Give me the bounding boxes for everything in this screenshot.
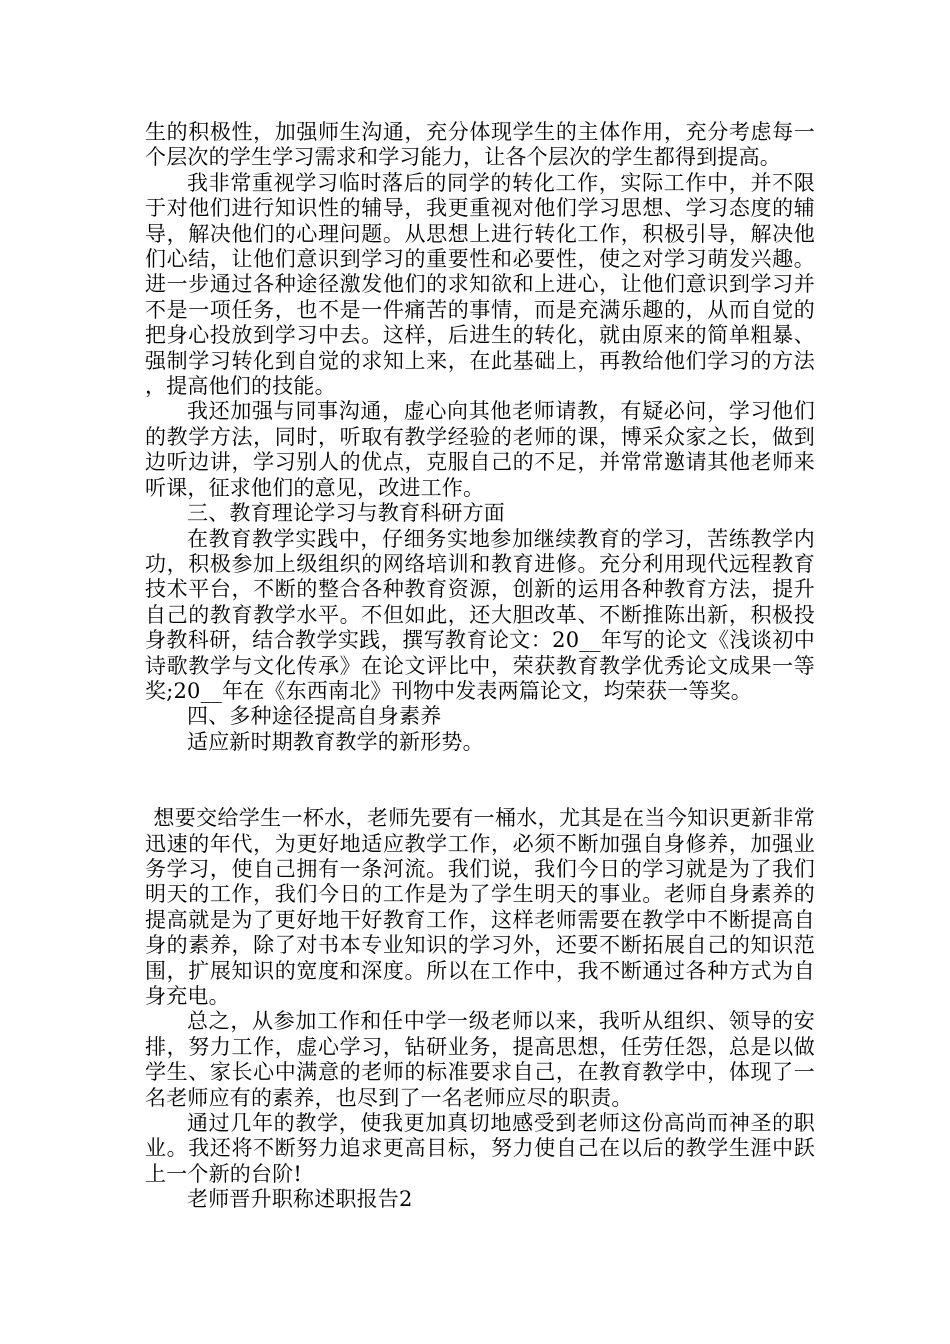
paragraph-closing: 通过几年的教学，使我更加真切地感受到老师这份高尚而神圣的职业。我还将不断努力追求更高目标，努力使自己在以后的教学生涯中跃上一个新的台阶! <box>145 1111 815 1186</box>
section-heading-self-improvement: 四、多种途径提高自身素养 <box>187 704 442 729</box>
paragraph-continuation: 生的积极性，加强师生沟通，充分体现学生的主体作用，充分考虑每一个层次的学生学习需求和学习能力，让各个层次的学生都得到提高。 <box>145 120 815 170</box>
paragraph-education-practice: 在教育教学实践中，仔细务实地参加继续教育的学习，苦练教学内功，积极参加上级组织的网络培训和教育进修。充分利用现代远程教育技术平台，不断的整合各种教育资源，创新的运用各种教育方法，提升自己的教育教学水平。不但如此，还大胆改革、不断推陈出新，积极投身教科研，结合教学实践，撰写教育论文：20__年写的论文《浅谈初中诗歌教学与文化传承》在论文评比中，荣获教育教学优秀论文成果一等奖;20__年在《东西南北》刊物中发表两篇论文，均荣获一等奖。 <box>145 526 815 703</box>
document-body <box>145 120 815 1213</box>
paragraph-conclusion: 总之，从参加工作和任中学一级老师以来，我听从组织、领导的安排，努力工作，虚心学习，钻研业务，提高思想，任劳任怨，总是以做学生、家长心中满意的老师的标准要求自己，在教育教学中，体现了一名老师应有的素养，也尽到了一名老师应尽的职责。 <box>145 1009 815 1110</box>
section-heading-theory-research: 三、教育理论学习与教育科研方面 <box>187 501 505 526</box>
report-title-2: 老师晋升职称述职报告2 <box>187 1187 413 1212</box>
paragraph-colleague-communication: 我还加强与同事沟通，虚心向其他老师请教，有疑必问，学习他们的教学方法，同时，听取有教学经验的老师的课，博采众家之长，做到边听边讲，学习别人的优点，克服自己的不足，并常常邀请其他老师来听课，征求他们的意见，改进工作。 <box>145 399 815 500</box>
paragraph-student-transformation: 我非常重视学习临时落后的同学的转化工作，实际工作中，并不限于对他们进行知识性的辅导，我更重视对他们学习思想、学习态度的辅导，解决他们的心理问题。从思想上进行转化工作，积极引导，解决他们心结，让他们意识到学习的重要性和必要性，使之对学习萌发兴趣。进一步通过各种途径激发他们的求知欲和上进心，让他们意识到学习并不是一项任务，也不是一件痛苦的事情，而是充满乐趣的，从而自觉的把身心投放到学习中去。这样，后进生的转化，就由原来的简单粗暴、强制学习转化到自觉的求知上来，在此基础上，再教给他们学习的方法，提高他们的技能。 <box>145 170 815 399</box>
paragraph-bucket-of-water: 想要交给学生一杯水，老师先要有一桶水，尤其是在当今知识更新非常迅速的年代，为更好地适应教学工作，必须不断加强自身修养，加强业务学习，使自己拥有一条河流。我们说，我们今日的学习就是为了我们明天的工作，我们今日的工作是为了学生明天的事业。老师自身素养的提高就是为了更好地干好教育工作，这样老师需要在教学中不断提高自身的素养，除了对书本专业知识的学习外，还要不断拓展自己的知识范围，扩展知识的宽度和深度。所以在工作中，我不断通过各种方式为自身充电。 <box>145 806 815 1008</box>
paragraph-gap <box>145 755 815 806</box>
paragraph-new-situation: 适应新时期教育教学的新形势。 <box>187 729 484 754</box>
